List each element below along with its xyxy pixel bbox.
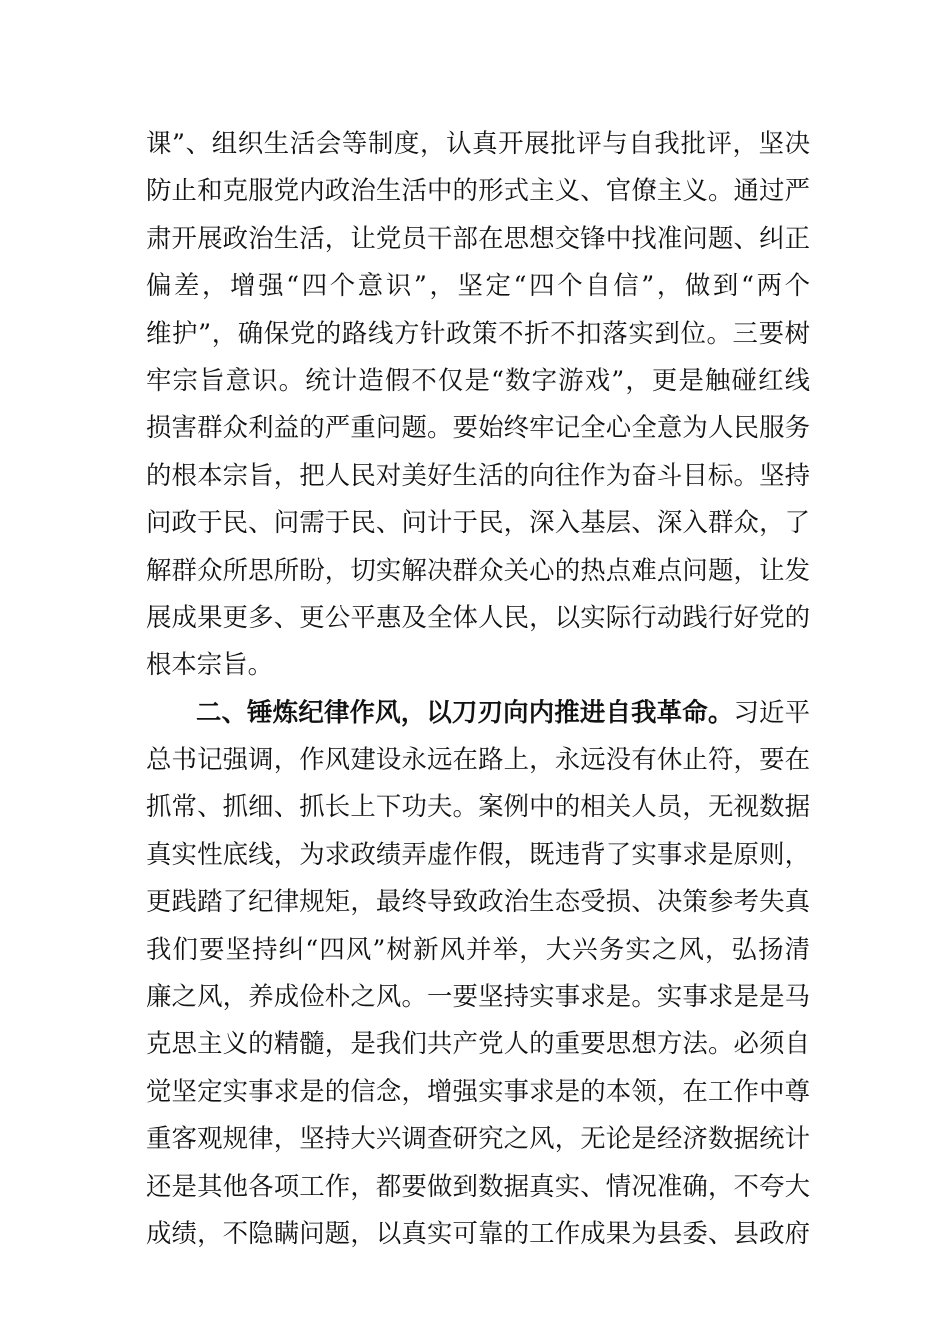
text-line: 损害群众利益的严重问题。要始终牢记全心全意为人民服务 <box>146 412 810 443</box>
section-heading: 二、锤炼纪律作风，以刀刃向内推进自我革命。 <box>196 696 734 727</box>
text-line: 重客观规律，坚持大兴调查研究之风，无论是经济数据统计 <box>146 1123 810 1154</box>
text-line: 问政于民、问需于民、问计于民，深入基层、深入群众，了 <box>146 507 810 538</box>
text-line: 克思主义的精髓，是我们共产党人的重要思想方法。必须自 <box>146 1028 810 1059</box>
text-line: 觉坚定实事求是的信念，增强实事求是的本领，在工作中尊 <box>146 1075 810 1106</box>
text-line: 课”、组织生活会等制度，认真开展批评与自我批评，坚决 <box>146 128 810 158</box>
section-heading-line <box>146 689 810 736</box>
text-line: 成绩，不隐瞒问题，以真实可靠的工作成果为县委、县政府 <box>146 1217 810 1248</box>
text-line: 牢宗旨意识。统计造假不仅是“数字游戏”，更是触碰红线 <box>146 364 810 395</box>
text-line: 我们要坚持纠“四风”树新风并举，大兴务实之风，弘扬清 <box>146 933 810 964</box>
text-line: 防止和克服党内政治生活中的形式主义、官僚主义。通过严 <box>146 175 810 206</box>
text-line: 总书记强调，作风建设永远在路上，永远没有休止符，要在 <box>146 744 810 775</box>
text-line: 维护”，确保党的路线方针政策不折不扣落实到位。三要树 <box>146 317 810 348</box>
text-line: 偏差，增强“四个意识”，坚定“四个自信”，做到“两个 <box>146 270 810 301</box>
text-line: 抓常、抓细、抓长上下功夫。案例中的相关人员，无视数据 <box>146 791 810 822</box>
text-line: 真实性底线，为求政绩弄虚作假，既违背了实事求是原则， <box>146 838 810 869</box>
text-line: 肃开展政治生活，让党员干部在思想交锋中找准问题、纠正 <box>146 222 810 253</box>
section-heading-continuation: 习近平 <box>733 696 810 727</box>
text-line: 廉之风，养成俭朴之风。一要坚持实事求是。实事求是是马 <box>146 981 810 1012</box>
text-line: 还是其他各项工作，都要做到数据真实、情况准确，不夸大 <box>146 1170 810 1201</box>
text-line: 根本宗旨。 <box>146 649 273 680</box>
body-text <box>146 120 810 1257</box>
text-line: 解群众所思所盼，切实解决群众关心的热点难点问题，让发 <box>146 554 810 585</box>
text-line: 更践踏了纪律规矩，最终导致政治生态受损、决策参考失真 <box>146 886 810 917</box>
text-line: 展成果更多、更公平惠及全体人民，以实际行动践行好党的 <box>146 601 810 632</box>
text-line: 的根本宗旨，把人民对美好生活的向往作为奋斗目标。坚持 <box>146 459 810 490</box>
